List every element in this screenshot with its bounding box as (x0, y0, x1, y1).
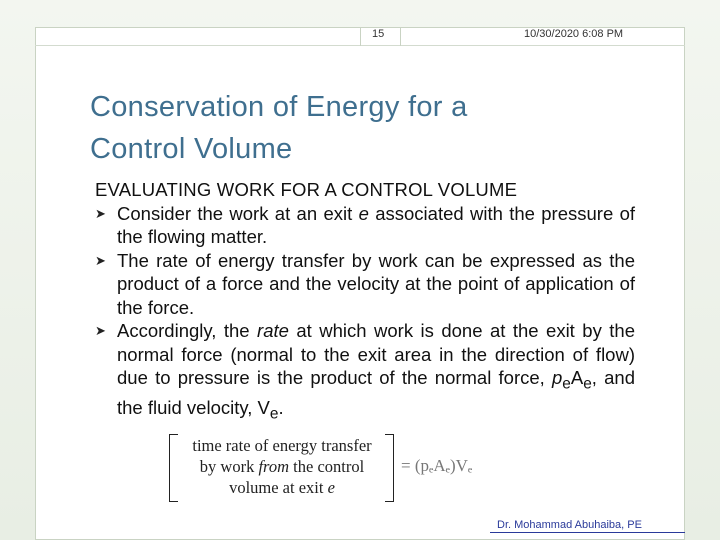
section-heading: EVALUATING WORK FOR A CONTROL VOLUME (95, 179, 518, 200)
bullet-text: The rate of energy transfer by work can be expressed as the product of a force and the velocity at the point of application of the force. (117, 249, 635, 318)
left-bracket (169, 434, 178, 502)
header-divider (360, 27, 361, 46)
symbol-A: A (570, 367, 584, 388)
equation-line-1: time rate of energy transfer (192, 436, 372, 455)
arrow-bullet-icon: ➤ (95, 252, 106, 268)
bullet-text-part: , and the fluid velocity, V (117, 367, 635, 419)
slide-body (95, 178, 635, 426)
arrow-bullet-icon: ➤ (95, 205, 106, 221)
equation-text: by work (199, 457, 259, 476)
bullet-text-italic: rate (257, 320, 289, 341)
subscript-e: e (269, 405, 279, 423)
bullet-item (95, 249, 635, 320)
arrow-bullet-icon: ➤ (95, 323, 106, 338)
footer-author: Dr. Mohammad Abuhaiba, PE (497, 519, 642, 531)
right-bracket (385, 434, 394, 502)
bullet-text-part: . (278, 397, 284, 419)
bullet-text-part: associated with the pressure of the flowing matter. (117, 202, 636, 247)
subscript-e: e (562, 375, 571, 393)
equation-text: the control (289, 457, 365, 476)
title-line-1: Conservation of Energy for a (90, 91, 468, 123)
footer-rule (490, 532, 685, 533)
equation-rhs: = (pₑAₑ)Vₑ (401, 456, 473, 475)
bullet-item (95, 202, 635, 249)
bullet-text (117, 202, 635, 249)
equation-line-3 (179, 477, 385, 498)
subscript-e: e (583, 375, 592, 393)
bullet-text-part: Consider the work at an exit (117, 202, 359, 224)
bullet-text-italic: e (358, 202, 369, 224)
symbol-p: p (551, 367, 563, 388)
bullet-text (117, 319, 635, 426)
equation-lhs (179, 435, 385, 498)
bullet-text-part: at which work is done at the exit by the normal force (normal to the exit area in the direction of flow) due to pressure is the product of the normal force, (117, 320, 635, 388)
bullet-item (95, 319, 635, 426)
slide-title (90, 86, 650, 170)
title-line-2: Control Volume (90, 133, 293, 165)
bullet-text-part: Accordingly, the (117, 320, 258, 341)
equation (165, 432, 535, 504)
equation-italic: e (327, 478, 335, 497)
slide-number: 15 (372, 28, 385, 40)
equation-line-2 (179, 456, 385, 477)
equation-italic: from (258, 457, 290, 476)
header-divider (400, 27, 401, 46)
slide-datetime: 10/30/2020 6:08 PM (524, 28, 624, 40)
equation-text: volume at exit (229, 478, 328, 497)
